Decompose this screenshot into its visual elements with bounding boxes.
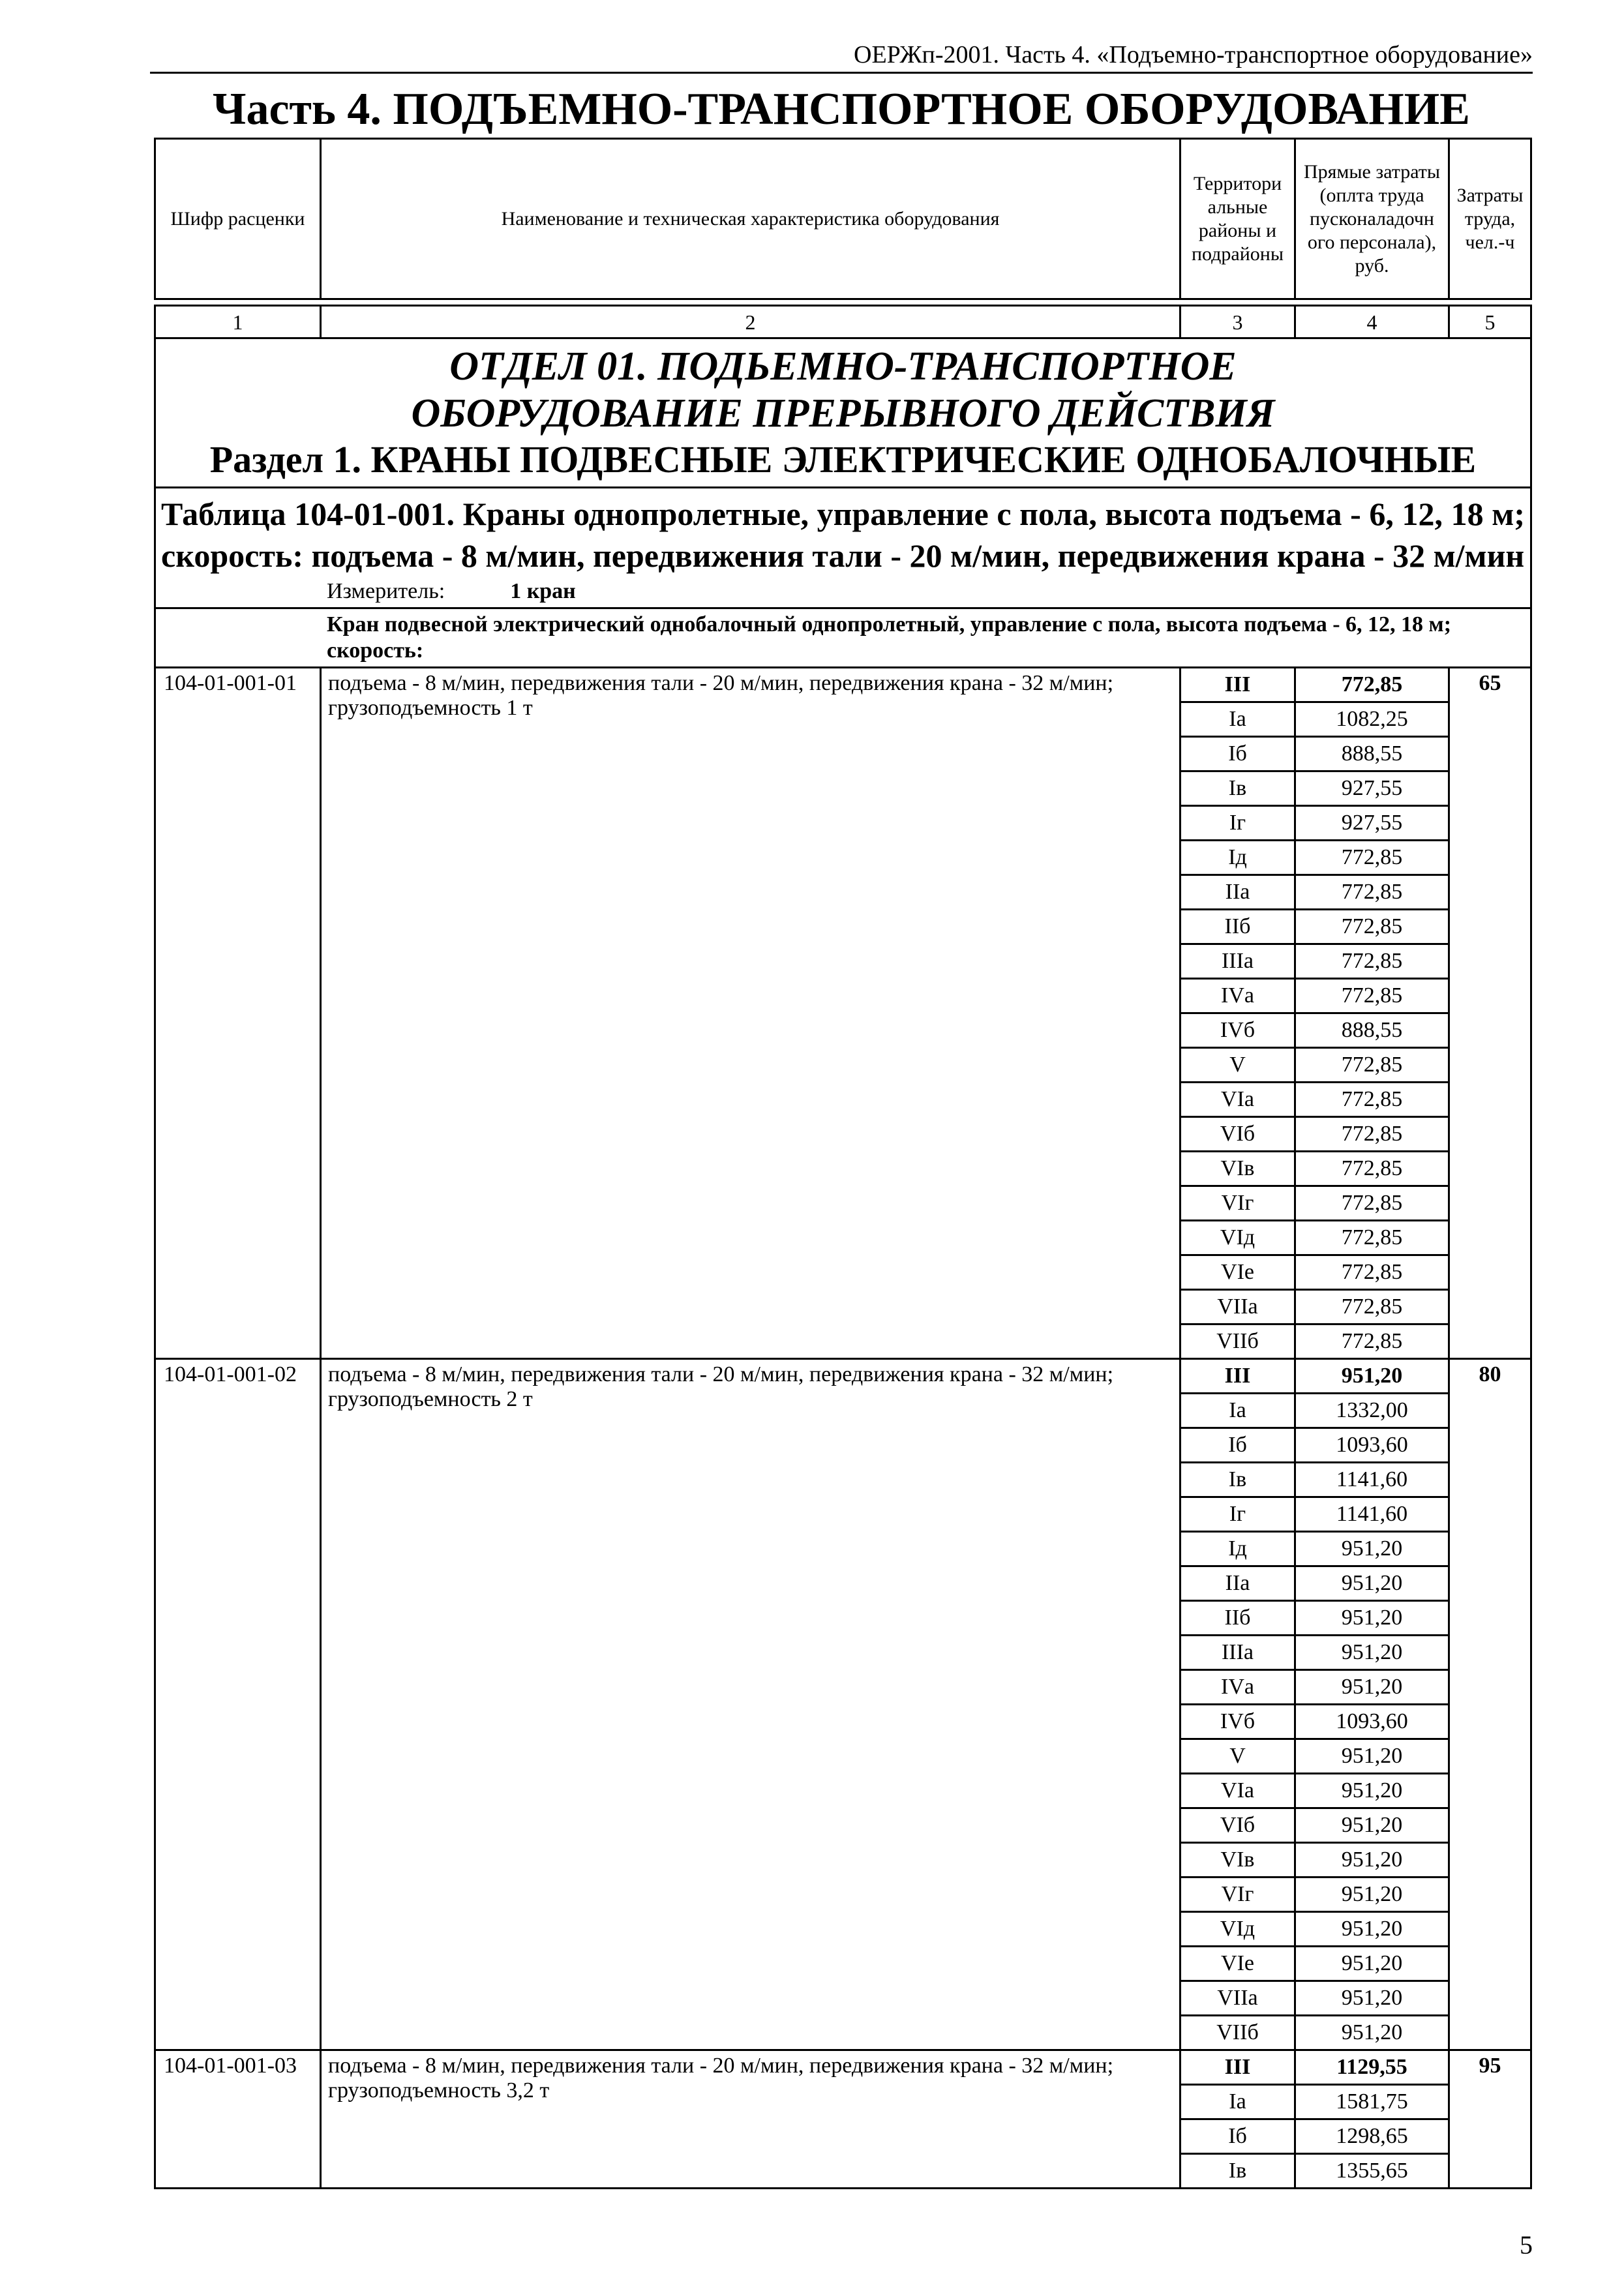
direct-cost-cell: 1355,65 [1295,2154,1449,2189]
direct-cost-cell: 951,20 [1295,1566,1449,1601]
direct-cost-cell: 1332,00 [1295,1394,1449,1428]
direct-cost-cell: 1082,25 [1295,702,1449,737]
region-cell: VIб [1180,1117,1295,1152]
rate-code: 104-01-001-01 [155,668,321,1359]
region-cell: Iг [1180,806,1295,841]
column-header-row [155,139,1531,299]
direct-cost-cell: 1129,55 [1295,2050,1449,2085]
department-title-row [155,338,1531,488]
table-row [155,2050,1531,2085]
direct-cost-cell: 1093,60 [1295,1428,1449,1463]
header-gap [155,299,1531,306]
column-header-region: Территори альные районы и подрайоны [1180,139,1295,299]
region-cell: VIIб [1180,1324,1295,1359]
region-cell: V [1180,1048,1295,1083]
region-cell: Iв [1180,2154,1295,2189]
direct-cost-cell: 951,20 [1295,1912,1449,1947]
table-row [155,1359,1531,1394]
region-cell: Iа [1180,2085,1295,2119]
direct-cost-cell: 772,85 [1295,1152,1449,1186]
region-cell: VIа [1180,1083,1295,1117]
region-cell: VIв [1180,1152,1295,1186]
column-header-name: Наименование и техническая характеристика оборудования [321,139,1180,299]
table-title-continued: скорость: подъема - 8 м/мин, передвижения тали - 20 м/мин, передвижения крана - 32 м/мин [161,537,1525,574]
rate-code: 104-01-001-03 [155,2050,321,2189]
measure-line [156,578,1530,607]
direct-cost-cell: 772,85 [1295,1290,1449,1324]
region-cell: VIе [1180,1947,1295,1981]
direct-cost-cell: 772,85 [1295,668,1449,702]
direct-cost-cell: 951,20 [1295,1359,1449,1394]
direct-cost-cell: 772,85 [1295,944,1449,979]
region-cell: VIв [1180,1843,1295,1878]
table-title-row [155,488,1531,608]
direct-cost-cell: 772,85 [1295,1083,1449,1117]
region-cell: VIа [1180,1774,1295,1808]
region-cell: IIа [1180,875,1295,910]
region-cell: Iд [1180,1532,1295,1566]
column-number: 1 [155,306,321,338]
region-cell: VIд [1180,1912,1295,1947]
group-description: Кран подвесной электрический однобалочный однопролетный, управление с пола, высота подъема - 6, 12, 18 м; скорость: [327,612,1452,663]
column-number: 4 [1295,306,1449,338]
direct-cost-cell: 951,20 [1295,1601,1449,1636]
labor-cost: 65 [1449,668,1531,1359]
direct-cost-cell: 772,85 [1295,1255,1449,1290]
region-cell: III [1180,2050,1295,2085]
direct-cost-cell: 772,85 [1295,1048,1449,1083]
region-cell: IVб [1180,1013,1295,1048]
region-cell: IVб [1180,1705,1295,1739]
region-cell: VIIа [1180,1981,1295,2016]
equipment-description: подъема - 8 м/мин, передвижения тали - 20 м/мин, передвижения крана - 32 м/мин; грузоподъемность 2 т [321,1359,1180,2050]
column-header-cost: Прямые затраты (оплта труда пусконаладочн ого персонала), руб. [1295,139,1449,299]
running-header: ОЕРЖп-2001. Часть 4. «Подъемно-транспортное оборудование» [854,41,1533,68]
direct-cost-cell: 1141,60 [1295,1497,1449,1532]
direct-cost-cell: 772,85 [1295,1186,1449,1221]
group-description-row [155,608,1531,668]
direct-cost-cell: 772,85 [1295,910,1449,944]
column-number-row [155,306,1531,338]
region-cell: IIIа [1180,944,1295,979]
direct-cost-cell: 888,55 [1295,737,1449,771]
region-cell: Iв [1180,1463,1295,1497]
direct-cost-cell: 1298,65 [1295,2119,1449,2154]
region-cell: VIг [1180,1186,1295,1221]
direct-cost-cell: 951,20 [1295,1739,1449,1774]
column-number: 2 [321,306,1180,338]
region-cell: Iб [1180,737,1295,771]
region-cell: Iа [1180,1394,1295,1428]
column-number: 3 [1180,306,1295,338]
labor-cost: 80 [1449,1359,1531,2050]
department-title: ОТДЕЛ 01. ПОДЬЕМНО-ТРАНСПОРТНОЕ ОБОРУДОВАНИЕ ПРЕРЫВНОГО ДЕЙСТВИЯ [411,344,1275,436]
region-cell: VIд [1180,1221,1295,1255]
direct-cost-cell: 927,55 [1295,806,1449,841]
direct-cost-cell: 951,20 [1295,1670,1449,1705]
region-cell: VIIб [1180,2016,1295,2050]
direct-cost-cell: 951,20 [1295,1808,1449,1843]
direct-cost-cell: 951,20 [1295,1532,1449,1566]
region-cell: Iд [1180,841,1295,875]
labor-cost: 95 [1449,2050,1531,2189]
table-title: Таблица 104-01-001. Краны однопролетные, управление с пола, высота подъема - 6, 12, 18 м; [161,496,1525,532]
direct-cost-cell: 951,20 [1295,2016,1449,2050]
direct-cost-cell: 772,85 [1295,1117,1449,1152]
direct-cost-cell: 772,85 [1295,875,1449,910]
direct-cost-cell: 888,55 [1295,1013,1449,1048]
table-row [155,668,1531,702]
direct-cost-cell: 951,20 [1295,1878,1449,1912]
region-cell: VIIа [1180,1290,1295,1324]
region-cell: V [1180,1739,1295,1774]
region-cell: Iг [1180,1497,1295,1532]
region-cell: IVа [1180,979,1295,1013]
column-header-code: Шифр расценки [155,139,321,299]
direct-cost-cell: 1141,60 [1295,1463,1449,1497]
direct-cost-cell: 1093,60 [1295,1705,1449,1739]
measure-label: Измеритель: [327,579,445,603]
direct-cost-cell: 951,20 [1295,1947,1449,1981]
direct-cost-cell: 951,20 [1295,1774,1449,1808]
region-cell: III [1180,668,1295,702]
region-cell: VIг [1180,1878,1295,1912]
region-cell: Iб [1180,2119,1295,2154]
header-divider [150,72,1533,74]
region-cell: Iв [1180,771,1295,806]
direct-cost-cell: 772,85 [1295,841,1449,875]
equipment-description: подъема - 8 м/мин, передвижения тали - 20 м/мин, передвижения крана - 32 м/мин; грузоподъемность 3,2 т [321,2050,1180,2189]
direct-cost-cell: 927,55 [1295,771,1449,806]
measure-value: 1 кран [510,579,576,603]
region-cell: IIIа [1180,1636,1295,1670]
direct-cost-cell: 951,20 [1295,1843,1449,1878]
region-cell: III [1180,1359,1295,1394]
rates-table [154,138,1532,2189]
region-cell: IVа [1180,1670,1295,1705]
region-cell: IIб [1180,1601,1295,1636]
equipment-description: подъема - 8 м/мин, передвижения тали - 20 м/мин, передвижения крана - 32 м/мин; грузоподъемность 1 т [321,668,1180,1359]
region-cell: Iб [1180,1428,1295,1463]
direct-cost-cell: 951,20 [1295,1636,1449,1670]
column-number: 5 [1449,306,1531,338]
rate-code: 104-01-001-02 [155,1359,321,2050]
region-cell: VIе [1180,1255,1295,1290]
section-title: Раздел 1. КРАНЫ ПОДВЕСНЫЕ ЭЛЕКТРИЧЕСКИЕ ОДНОБАЛОЧНЫЕ [209,438,1477,481]
region-cell: VIб [1180,1808,1295,1843]
page-number: 5 [1520,2230,1533,2260]
region-cell: IIа [1180,1566,1295,1601]
direct-cost-cell: 772,85 [1295,979,1449,1013]
column-header-labor: Затраты труда, чел.-ч [1449,139,1531,299]
region-cell: Iа [1180,702,1295,737]
region-cell: IIб [1180,910,1295,944]
direct-cost-cell: 772,85 [1295,1221,1449,1255]
direct-cost-cell: 951,20 [1295,1981,1449,2016]
direct-cost-cell: 772,85 [1295,1324,1449,1359]
part-title: Часть 4. ПОДЪЕМНО-ТРАНСПОРТНОЕ ОБОРУДОВАНИЕ [213,84,1470,134]
direct-cost-cell: 1581,75 [1295,2085,1449,2119]
